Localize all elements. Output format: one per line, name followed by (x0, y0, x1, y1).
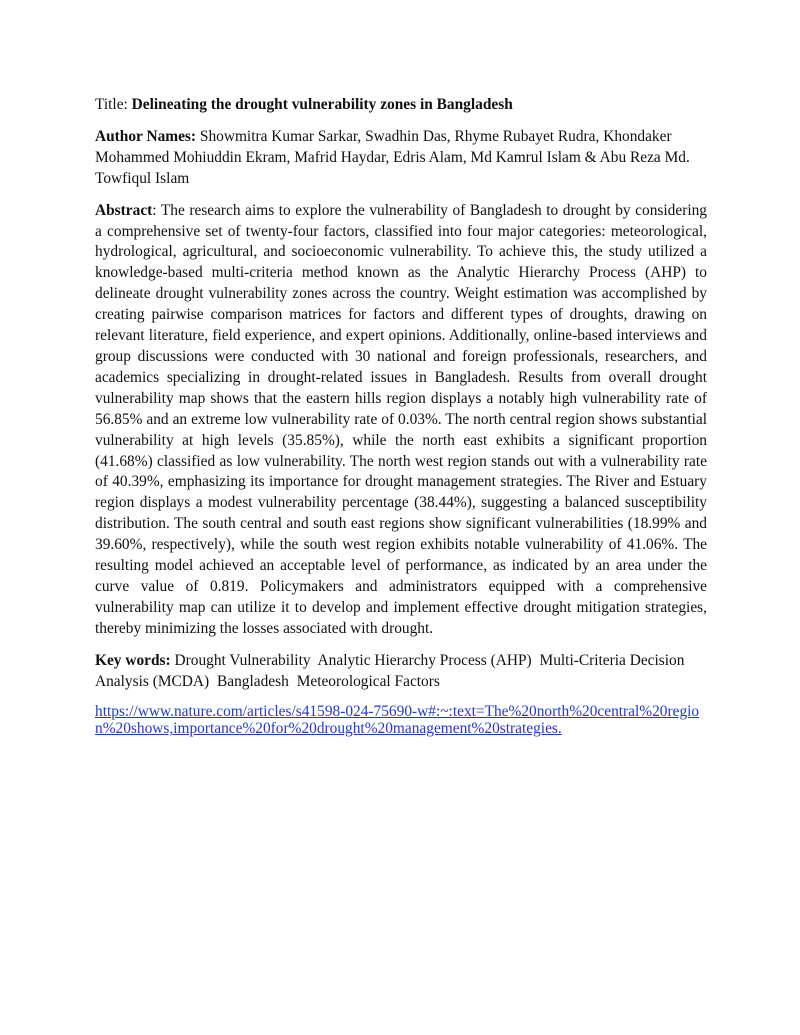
authors-paragraph (95, 127, 707, 190)
abstract-paragraph (95, 201, 707, 640)
abstract-label: Abstract (95, 201, 153, 219)
keywords-label: Key words: (95, 651, 171, 669)
keyword-item: Meteorological Factors (296, 672, 440, 690)
abstract-text: The research aims to explore the vulnerability of Bangladesh to drought by considering a comprehensive set of twenty-four factors, classified into four major categories: meteorological, hydrological, agricultural, and socioeconomic vulnerability. To achieve this, the study utilized a knowledge-based multi-criteria method known as the Analytic Hierarchy Process (AHP) to delineate drought vulnerability zones across the country. Weight estimation was accomplished by creating pairwise comparison matrices for factors and different types of droughts, drawing on relevant literature, field experience, and expert opinions. Additionally, online-based interviews and group discussions were conducted with 30 national and foreign professionals, researchers, and academics specializing in drought-related issues in Bangladesh. Results from overall drought vulnerability map shows that the eastern hills region displays a notably high vulnerability rate of 56.85% and an extreme low vulnerability rate of 0.03%. The north central region shows substantial vulnerability at high levels (35.85%), while the north east exhibits a significant proportion (41.68%) classified as low vulnerability. The north west region stands out with a vulnerability rate of 40.39%, emphasizing its importance for drought management strategies. The River and Estuary region displays a modest vulnerability percentage (38.44%), suggesting a balanced susceptibility distribution. The south central and south east regions show significant vulnerabilities (18.99% and 39.60%, respectively), while the south west region exhibits notable vulnerability of 41.06%. The resulting model achieved an acceptable level of performance, as indicated by an area under the curve value of 0.819. Policymakers and administrators equipped with a comprehensive vulnerability map can utilize it to develop and implement effective drought mitigation strategies, thereby minimizing the losses associated with drought. (95, 201, 707, 637)
keyword-item: Bangladesh (217, 672, 289, 690)
keyword-item: Analytic Hierarchy Process (AHP) (317, 651, 532, 669)
keywords-paragraph (95, 651, 707, 693)
abstract-separator: : (152, 201, 157, 219)
paper-title: Delineating the drought vulnerability zones in Bangladesh (131, 96, 513, 113)
title-separator: : (123, 96, 128, 113)
authors-label: Author Names: (95, 127, 197, 145)
source-link[interactable]: https://www.nature.com/articles/s41598-024-75690-w#:~:text=The%20north%20central%20region%20shows,importance%20for%20drought%20management%20strategies. (95, 703, 700, 738)
document-content (95, 95, 707, 737)
keyword-item: Multi-Criteria Decision Analysis (MCDA) (95, 651, 685, 690)
title-label: Title (95, 96, 124, 113)
author-names: Showmitra Kumar Sarkar, Swadhin Das, Rhyme Rubayet Rudra, Khondaker Mohammed Mohiuddin Ekram, Mafrid Haydar, Edris Alam, Md Kamrul Islam & Abu Reza Md. Towfiqul Islam (95, 127, 690, 187)
title-paragraph (95, 95, 707, 116)
keyword-item: Drought Vulnerability (174, 651, 311, 669)
